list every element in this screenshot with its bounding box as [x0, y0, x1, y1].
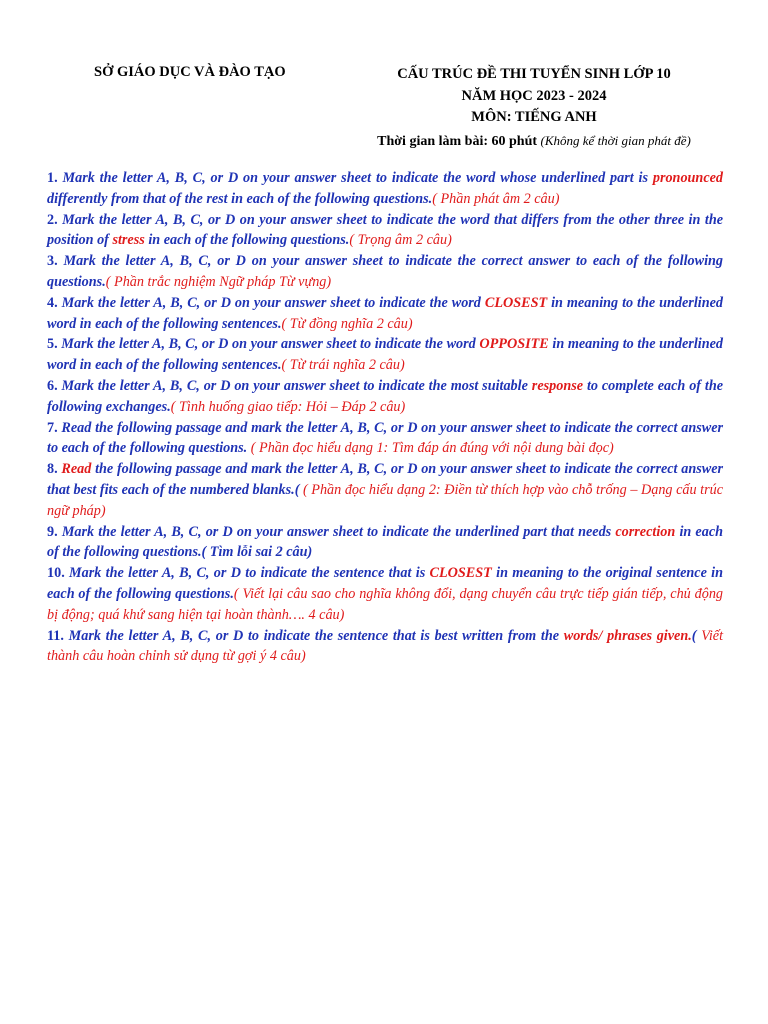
item-number: 3.: [47, 253, 58, 270]
item-text: Read the following passage and mark the letter A, B, C, or D on your answer sheet to indicate the correct answer to each of the following questions.: [47, 419, 724, 457]
duration: Thời gian làm bài: 60 phút: [377, 133, 538, 149]
item-note: ( Phần đọc hiểu dạng 1: Tìm đáp án đúng với nội dung bài đọc): [250, 440, 614, 457]
item-number: 7.: [47, 419, 58, 436]
item-text-cont: in meaning to the original sentence in each of the following questions.: [47, 565, 724, 602]
item-number: 9.: [47, 523, 58, 540]
item-note: ( Tìm lỗi sai 2 câu): [201, 544, 313, 561]
exam-header: [340, 64, 728, 152]
item-text-cont: in meaning to the underlined word in each of the following sentences.: [47, 294, 723, 332]
structure-item-9: [47, 522, 723, 564]
structure-item-4: [47, 293, 723, 335]
item-number: 10.: [47, 565, 65, 582]
item-keyword: CLOSEST: [484, 294, 548, 311]
duration-note: (Không kể thời gian phát đề): [540, 132, 691, 148]
structure-item-7: [47, 418, 723, 460]
item-text: Mark the letter A, B, C, or D to indicate the sentence that is best written from the: [68, 627, 560, 644]
item-keyword: correction: [615, 523, 676, 540]
item-note: ( Viết lại câu sao cho nghĩa không đổi, dạng chuyển câu trực tiếp gián tiếp, chủ động bị động; quá khứ sang hiện tại hoàn thành…. 4 câu): [47, 585, 724, 623]
item-text: Mark the letter A, B, C, or D on your answer sheet to indicate the underlined part that needs: [61, 523, 612, 540]
item-note: ( Tình huống giao tiếp: Hỏi – Đáp 2 câu): [170, 398, 406, 415]
item-text: Mark the letter A, B, C, or D on your answer sheet to indicate the word: [61, 294, 481, 311]
item-text-cont: to complete each of the following exchanges.: [47, 377, 724, 415]
item-note: ( Từ đồng nghĩa 2 câu): [281, 315, 413, 332]
subject: MÔN: TIẾNG ANH: [471, 109, 597, 125]
item-number: 1.: [47, 170, 58, 186]
item-text: Mark the letter A, B, C, or D on your answer sheet to indicate the word whose underlined part is: [62, 170, 648, 186]
item-keyword: CLOSEST: [429, 565, 492, 582]
school-year: NĂM HỌC 2023 - 2024: [461, 87, 607, 104]
item-keyword: pronounced: [652, 170, 724, 186]
item-text: Mark the letter A, B, C, or D to indicate the sentence that is: [69, 565, 426, 582]
item-text-cont: (: [691, 627, 697, 644]
item-keyword: OPPOSITE: [479, 336, 549, 353]
structure-item-3: [47, 251, 723, 293]
item-note: ( Từ trái nghĩa 2 câu): [281, 357, 405, 374]
item-text-cont: differently from that of the rest in each of the following questions.: [47, 190, 433, 207]
item-text-cont: the following passage and mark the letter A, B, C, or D on your answer sheet to indicate the correct answer that best fits each of the numbered blanks.(: [47, 461, 724, 498]
item-note: ( Phần phát âm 2 câu): [432, 190, 560, 207]
item-number: 8.: [47, 461, 58, 478]
structure-item-11: [47, 626, 723, 668]
item-note: ( Trọng âm 2 câu): [349, 232, 452, 249]
structure-list: [47, 168, 723, 667]
item-text: Mark the letter A, B, C, or D on your answer sheet to indicate the correct answer to each of the following questions.: [47, 253, 724, 290]
structure-item-2: [47, 210, 723, 252]
item-number: 6.: [47, 377, 58, 394]
item-note: ( Phần đọc hiểu dạng 2: Điền từ thích hợp vào chỗ trống – Dạng cấu trúc ngữ pháp): [47, 481, 724, 519]
item-text-cont: in each of the following questions.: [47, 523, 724, 561]
item-text: Mark the letter A, B, C, or D on your answer sheet to indicate the most suitable: [61, 377, 528, 394]
duration-line: [340, 130, 728, 153]
item-number: 2.: [47, 211, 58, 228]
item-note: Viết thành câu hoàn chỉnh sử dụng từ gợi ý 4 câu): [47, 627, 724, 665]
item-text: Mark the letter A, B, C, or D on your answer sheet to indicate the word that differs from the other three in the position of: [47, 211, 724, 249]
structure-item-5: [47, 334, 723, 376]
item-keyword: words/ phrases given.: [563, 627, 692, 644]
item-keyword: Read: [61, 461, 92, 478]
item-number: 11.: [47, 627, 64, 644]
structure-item-6: [47, 376, 723, 418]
item-number: 5.: [47, 336, 58, 353]
structure-item-8: [47, 459, 723, 521]
exam-title: CẤU TRÚC ĐỀ THI TUYỂN SINH LỚP 10: [397, 66, 671, 82]
item-keyword: response: [531, 377, 584, 394]
item-keyword: stress: [112, 232, 145, 249]
item-number: 4.: [47, 294, 58, 311]
item-text-cont: in meaning to the underlined word in each of the following sentences.: [47, 336, 723, 374]
item-text: Mark the letter A, B, C, or D on your answer sheet to indicate the word: [61, 336, 476, 353]
structure-item-1: [47, 168, 723, 210]
structure-item-10: [47, 563, 723, 625]
item-text-cont: in each of the following questions.: [148, 232, 350, 249]
item-note: ( Phần trắc nghiệm Ngữ pháp Từ vựng): [105, 273, 332, 290]
department-name: SỞ GIÁO DỤC VÀ ĐÀO TẠO: [94, 64, 286, 80]
